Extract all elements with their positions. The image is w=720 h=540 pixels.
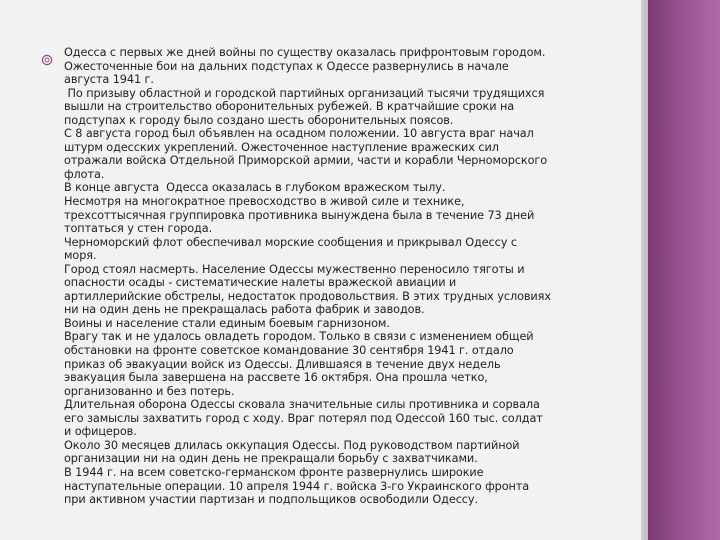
paragraph-line: Около 30 месяцев длилась оккупация Одессы. Под руководством партийной xyxy=(64,438,520,452)
hollow-circle-bullet-icon xyxy=(41,53,53,65)
panel-edge-divider xyxy=(641,0,648,540)
paragraph-line: флота. xyxy=(64,167,105,181)
paragraph-line: моря. xyxy=(64,249,97,263)
paragraph-line: артиллерийские обстрелы, недостаток продовольствия. В этих трудных условиях xyxy=(64,289,551,303)
paragraph-line: штурм одесских укреплений. Ожесточенное наступление вражеских сил xyxy=(64,140,499,154)
paragraph-line: топтаться у стен города. xyxy=(64,222,213,236)
paragraph-line: ни на один день не прекращалась работа фабрик и заводов. xyxy=(64,303,425,317)
paragraph-line: приказ об эвакуации войск из Одессы. Длившаяся в течение двух недель xyxy=(64,357,501,371)
paragraph-line: эвакуация была завершена на рассвете 16 октября. Она прошла четко, xyxy=(64,371,488,385)
paragraph-line: Врагу так и не удалось овладеть городом. Только в связи с изменением общей xyxy=(64,330,534,344)
paragraph-line: подступах к городу было создано шесть оборонительных поясов. xyxy=(64,113,454,127)
paragraph-line: организации ни на один день не прекращали борьбу с захватчиками. xyxy=(64,452,478,466)
decorative-side-bar xyxy=(648,0,720,540)
paragraph-line: организованно и без потерь. xyxy=(64,384,235,398)
paragraph-line: Ожесточенные бои на дальних подступах к Одессе развернулись в начале xyxy=(64,59,509,73)
paragraph-line: Длительная оборона Одессы сковала значительные силы противника и сорвала xyxy=(64,398,540,412)
paragraph-line: и офицеров. xyxy=(64,425,137,439)
paragraph-line: его замыслы захватить город с ходу. Враг потерял под Одессой 160 тыс. солдат xyxy=(64,411,543,425)
paragraph-line: Одесса с первых же дней войны по существу оказалась прифронтовым городом. xyxy=(64,46,546,59)
paragraph-line: опасности осады - систематические налеты вражеской авиации и xyxy=(64,276,457,290)
paragraph-line: Несмотря на многократное превосходство в живой силе и технике, xyxy=(64,195,465,209)
paragraph-line: наступательные операции. 10 апреля 1944 г. войска 3-го Украинского фронта xyxy=(64,479,530,493)
paragraph-line: вышли на строительство оборонительных рубежей. В кратчайшие сроки на xyxy=(64,100,515,114)
paragraph-line: отражали войска Отдельной Приморской армии, части и корабли Черноморского xyxy=(64,154,548,168)
paragraph-line: Черноморский флот обеспечивал морские сообщения и прикрывал Одессу с xyxy=(64,235,517,249)
paragraph-line: обстановки на фронте советское командование 30 сентября 1941 г. отдало xyxy=(64,344,514,358)
paragraph-line: при активном участии партизан и подпольщиков освободили Одессу. xyxy=(64,493,478,507)
paragraph-line: Воины и население стали единым боевым гарнизоном. xyxy=(64,316,390,330)
paragraph-line: трехсоттысячная группировка противника вынуждена была в течение 73 дней xyxy=(64,208,535,222)
paragraph-line: По призыву областной и городской партийных организаций тысячи трудящихся xyxy=(64,86,545,100)
paragraph-line: августа 1941 г. xyxy=(64,73,154,87)
paragraph-line: В конце августа Одесса оказалась в глубоком вражеском тылу. xyxy=(64,181,446,195)
paragraph-line: В 1944 г. на всем советско-германском фронте развернулись широкие xyxy=(64,465,484,479)
paragraph-line: С 8 августа город был объявлен на осадном положении. 10 августа враг начал xyxy=(64,127,534,141)
body-paragraph xyxy=(64,46,624,507)
paragraph-line: Город стоял насмерть. Население Одессы мужественно переносило тяготы и xyxy=(64,262,525,276)
